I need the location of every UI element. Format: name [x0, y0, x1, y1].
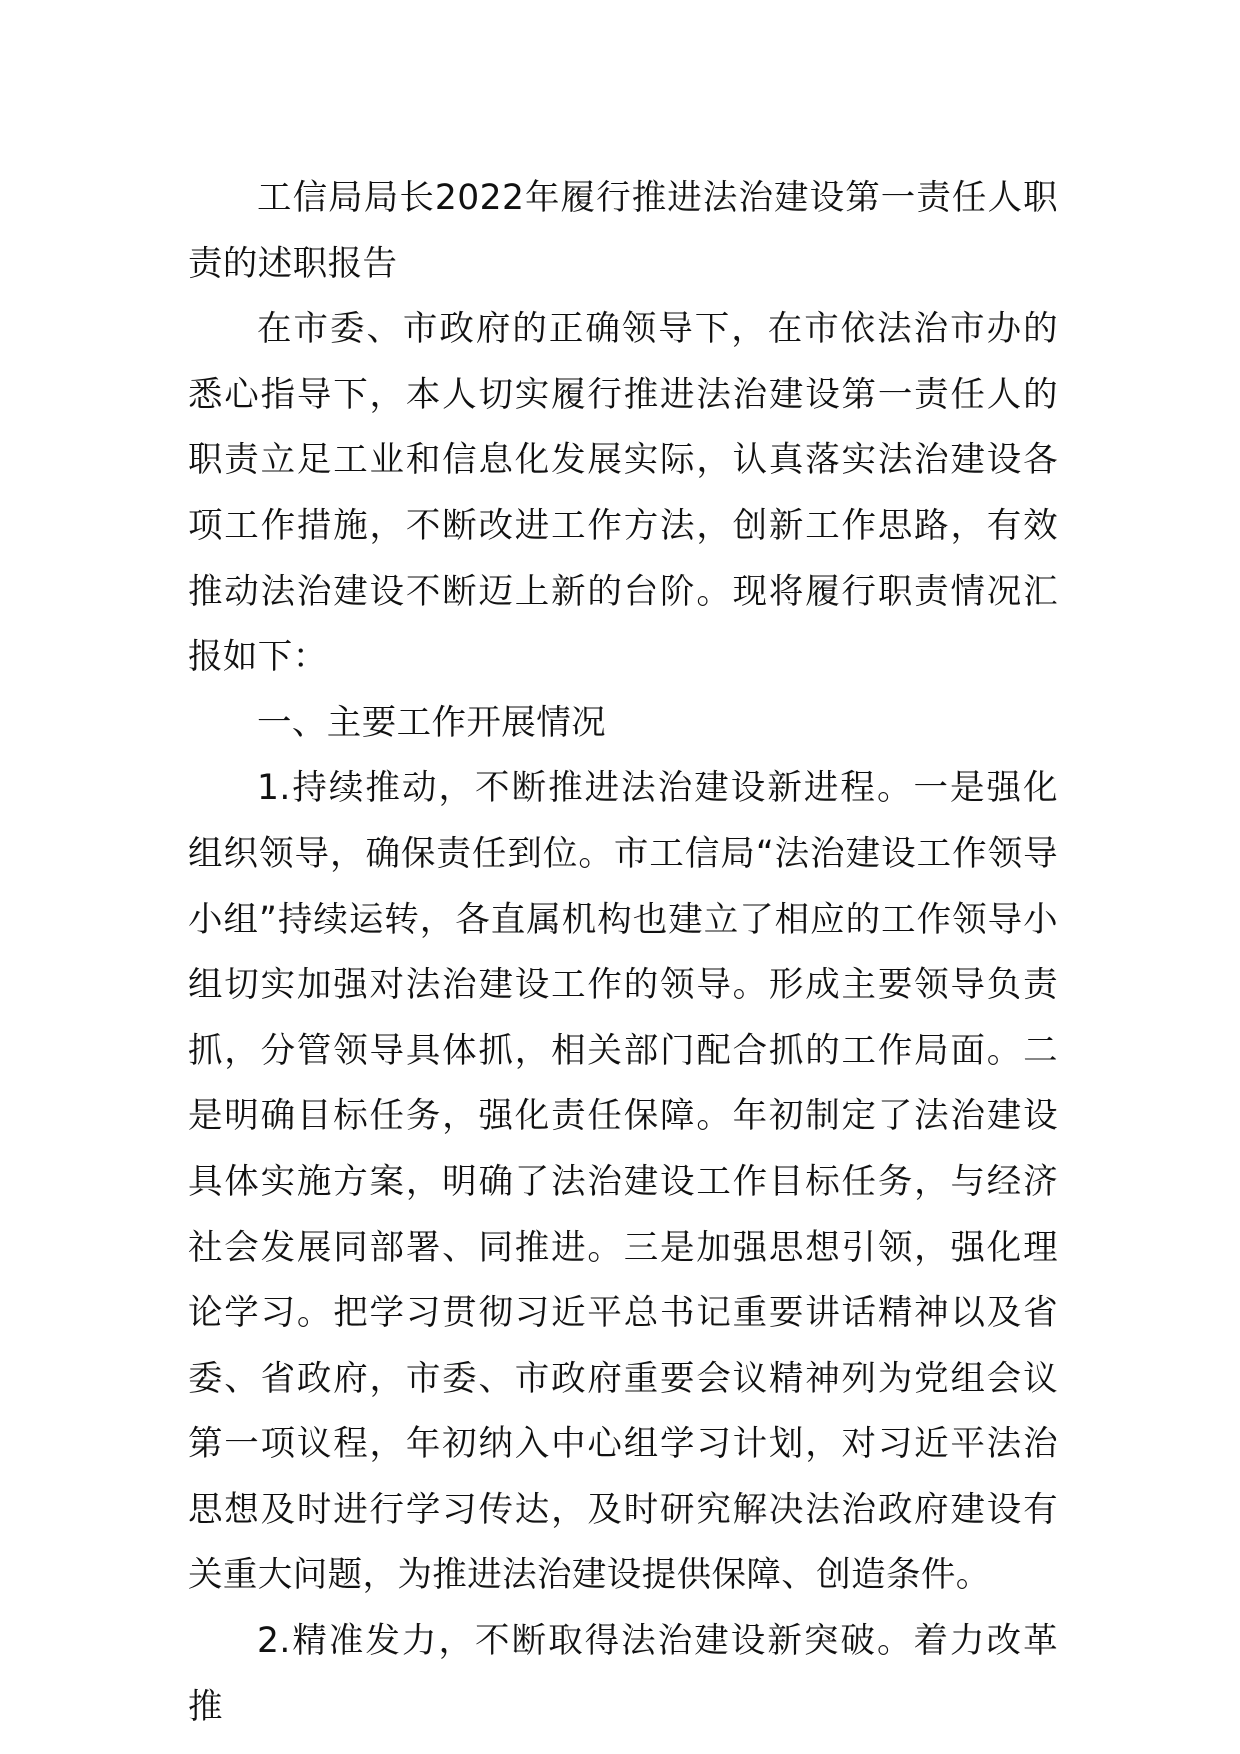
item-2-paragraph: 2.精准发力，不断取得法治建设新突破。着力改革推 [188, 1621, 1058, 1727]
document-title: 工信局局长2022年履行推进法治建设第一责任人职责的述职报告 [188, 178, 1058, 284]
document-page [188, 166, 1058, 1740]
intro-paragraph: 在市委、市政府的正确领导下，在市依法治市办的悉心指导下，本人切实履行推进法治建设第一责任人的职责立足工业和信息化发展实际，认真落实法治建设各项工作措施，不断改进工作方法，创新工作思路，有效推动法治建设不断迈上新的台阶。现将履行职责情况汇报如下： [188, 309, 1058, 678]
section-heading: 一、主要工作开展情况 [257, 702, 606, 743]
item-1-paragraph: 1.持续推动，不断推进法治建设新进程。一是强化组织领导，确保责任到位。市工信局“法治建设工作领导小组”持续运转，各直属机构也建立了相应的工作领导小组切实加强对法治建设工作的领导。形成主要领导负责抓，分管领导具体抓，相关部门配合抓的工作局面。二是明确目标任务，强化责任保障。年初制定了法治建设具体实施方案，明确了法治建设工作目标任务，与经济社会发展同部署、同推进。三是加强思想引领，强化理论学习。把学习贯彻习近平总书记重要讲话精神以及省委、省政府，市委、市政府重要会议精神列为党组会议第一项议程，年初纳入中心组学习计划，对习近平法治思想及时进行学习传达，及时研究解决法治政府建设有关重大问题，为推进法治建设提供保障、创造条件。 [188, 768, 1058, 1596]
